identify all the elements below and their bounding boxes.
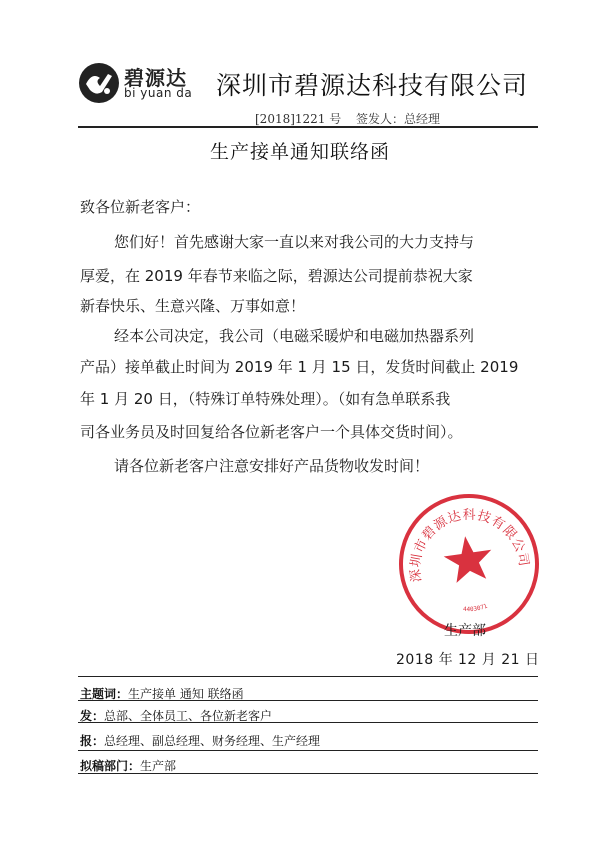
paragraph3: 请各位新老客户注意安排好产品货物收发时间！ (114, 457, 430, 475)
logo-text-en: bi yuan da (124, 86, 193, 100)
footer-draft (80, 757, 176, 774)
footer-divider (78, 676, 538, 677)
paragraph2-line: 司各业务员及时回复给各位新老客户一个具体交货时间）。 (80, 423, 463, 441)
footer-divider (78, 773, 538, 774)
footer-divider (78, 750, 538, 751)
seal-number: 4403071 (462, 602, 489, 614)
footer-report (80, 732, 320, 749)
salutation: 致各位新老客户： (80, 198, 201, 216)
paragraph1-line: 新春快乐、生意兴隆、万事如意！ (80, 297, 306, 315)
company-name: 深圳市碧源达科技有限公司 (216, 71, 529, 100)
issuing-department: 生产部 (444, 623, 486, 639)
subject-value: 生产接单 通知 联络函 (128, 687, 244, 701)
footer-divider (78, 722, 538, 723)
paragraph2-line: 产品）接单截止时间为 2019 年 1 月 15 日，发货时间截止 2019 (80, 358, 519, 376)
document-number: [2018]1221 号 (255, 112, 342, 126)
document-title: 生产接单通知联络函 (209, 141, 390, 163)
issue-date: 2018 年 12 月 21 日 (396, 652, 540, 668)
draft-label: 拟稿部门： (80, 759, 141, 773)
header-divider (78, 126, 538, 128)
seal-text: 深圳市碧源达科技有限公司 (408, 507, 532, 583)
draft-value: 生产部 (140, 759, 177, 773)
subject-label: 主题词： (80, 687, 129, 701)
svg-text:4403071 (462, 602, 489, 614)
send-value: 总部、全体员工、各位新老客户 (104, 709, 273, 723)
footer-divider (78, 700, 538, 701)
logo-text-cn: 碧源达 (124, 66, 187, 90)
logo-mark-icon (78, 62, 120, 104)
paragraph2-line: 年 1 月 20 日，（特殊订单特殊处理）。（如有急单联系我 (80, 390, 451, 408)
report-value: 总经理、副总经理、财务经理、生产经理 (104, 734, 321, 748)
report-label: 报： (80, 734, 105, 748)
send-label: 发： (80, 709, 105, 723)
seal-star-icon (441, 533, 495, 584)
signer: 签发人：总经理 (356, 112, 441, 126)
company-logo (78, 62, 198, 106)
paragraph1-line: 厚爱，在 2019 年春节来临之际，碧源达公司提前恭祝大家 (80, 267, 473, 285)
paragraph1-line: 您们好！首先感谢大家一直以来对我公司的大力支持与 (114, 233, 475, 251)
paragraph2-line: 经本公司决定，我公司（电磁采暖炉和电磁加热器系列 (114, 327, 475, 345)
